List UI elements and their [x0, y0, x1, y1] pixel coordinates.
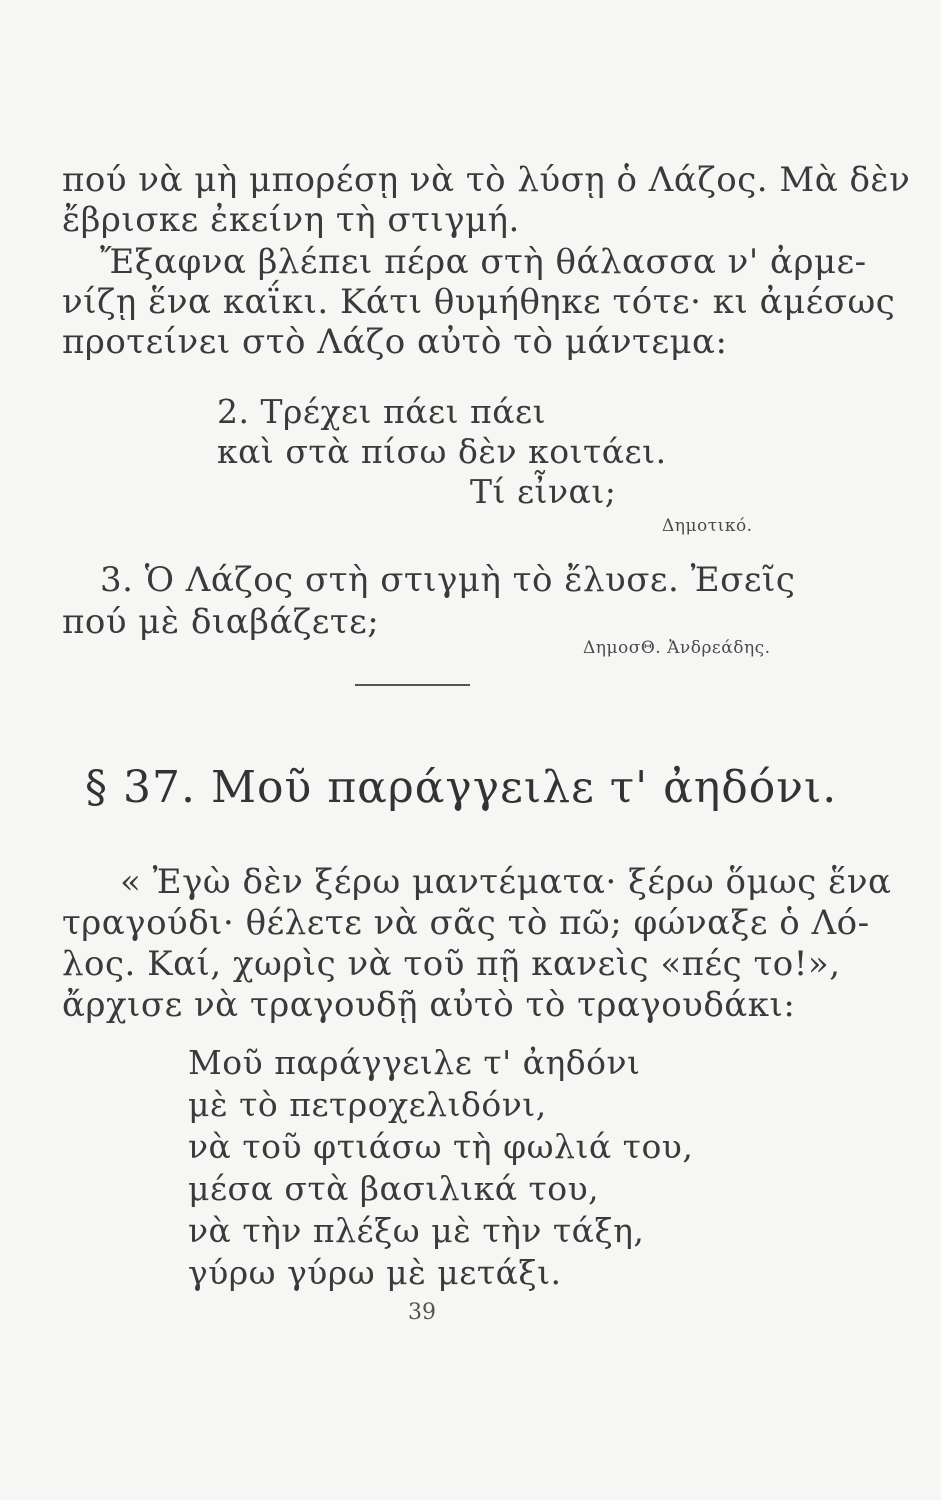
paragraph-line: ἔβρισκε ἐκείνη τὴ στιγμή. — [62, 200, 520, 240]
answer-attribution: ΔημοσΘ. Ἀνδρεάδης. — [583, 638, 771, 658]
paragraph-line: πού νὰ μὴ μπορέσῃ νὰ τὸ λύσῃ ὁ Λάζος. Μὰ δὲν — [62, 160, 911, 200]
paragraph-line: Ἔξαφνα βλέπει πέρα στὴ θάλασσα ν' ἀρμε- — [100, 242, 867, 282]
poem-line: μέσα στὰ βασιλικά του, — [188, 1169, 600, 1208]
paragraph-line: 3. Ὁ Λάζος στὴ στιγμὴ τὸ ἔλυσε. Ἐσεῖς — [100, 560, 796, 600]
poem-line: νὰ τοῦ φτιάσω τὴ φωλιά του, — [188, 1127, 694, 1166]
poem-line: γύρω γύρω μὲ μετάξι. — [188, 1253, 562, 1292]
separator-rule — [355, 684, 470, 686]
poem-line: Μοῦ παράγγειλε τ' ἀηδόνι — [188, 1043, 641, 1082]
paragraph-line: τραγούδι· θέλετε νὰ σᾶς τὸ πῶ; φώναξε ὁ Λό- — [62, 903, 870, 943]
paragraph-line: πού μὲ διαβάζετε; — [62, 602, 380, 642]
paragraph-line: προτείνει στὸ Λάζο αὐτὸ τὸ μάντεμα: — [62, 322, 728, 362]
poem-line: νὰ τὴν πλέξω μὲ τὴν τάξη, — [188, 1211, 645, 1250]
riddle-line: Τί εἶναι; — [470, 472, 617, 511]
paragraph-line: νίζῃ ἕνα καΐκι. Κάτι θυμήθηκε τότε· κι ἀμέσως — [62, 282, 896, 322]
riddle-attribution: Δημοτικό. — [662, 516, 753, 536]
poem-line: μὲ τὸ πετροχελιδόνι, — [188, 1085, 547, 1124]
paragraph-line: λος. Καί, χωρὶς νὰ τοῦ πῇ κανεὶς «πές το!», — [62, 944, 841, 984]
paragraph-line: ἄρχισε νὰ τραγουδῇ αὐτὸ τὸ τραγουδάκι: — [62, 985, 796, 1025]
page-number: 39 — [408, 1300, 436, 1325]
paragraph-line: « Ἐγὼ δὲν ξέρω μαντέματα· ξέρω ὅμως ἕνα — [120, 862, 892, 902]
section-heading: § 37. Μοῦ παράγγειλε τ' ἀηδόνι. — [85, 762, 838, 813]
riddle-line: καὶ στὰ πίσω δὲν κοιτάει. — [217, 432, 667, 471]
riddle-line: 2. Τρέχει πάει πάει — [217, 392, 547, 431]
